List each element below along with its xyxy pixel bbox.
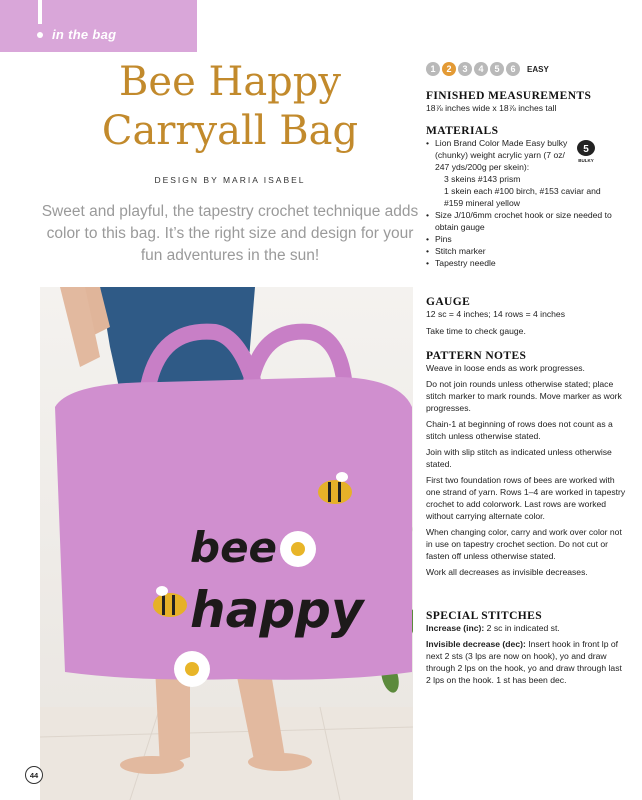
article-title <box>60 58 400 156</box>
page-number: 44 <box>25 766 43 784</box>
title-line-1: Bee Happy <box>119 59 341 105</box>
svg-text:BULKY: BULKY <box>578 158 594 163</box>
bag-text-happy: happy <box>190 581 364 639</box>
gauge-heading: GAUGE <box>426 296 471 308</box>
intro-text: Sweet and playful, the tapestry crochet technique adds color to this bag. It’s the right size and design for your fun adventures in the sun! <box>41 203 419 264</box>
materials-subitem: 1 skein each #100 birch, #153 caviar and #159 mineral yellow <box>444 186 601 208</box>
note: Do not join rounds unless otherwise stated; place stitch marker to mark rounds. Move marker as work progresses. <box>426 379 622 413</box>
note: First two foundation rows of bees are worked with one strand of yarn. Rows 1–4 are worked in tapestry crochet to add colorwork. Last rows are worked without carrying alternate color. <box>426 475 626 521</box>
gauge-line: 12 sc = 4 inches; 14 rows = 4 inches <box>426 309 566 319</box>
stitch-increase: Increase (inc): 2 sc in indicated st. <box>426 623 560 633</box>
note: When changing color, carry and work over color not in use on tapestry crochet section. Do not cut or fasten off unless otherwise stated. <box>426 527 622 561</box>
svg-text:5: 5 <box>583 144 589 155</box>
byline: DESIGN BY MARIA ISABEL <box>154 175 306 185</box>
skill-label: EASY <box>527 64 549 74</box>
note: Chain-1 at beginning of rows does not count as a stitch unless otherwise stated. <box>426 419 613 441</box>
finished-text: 18⅞ inches wide x 18⅞ inches tall <box>426 103 557 113</box>
tab-exclamation-dot <box>37 32 43 38</box>
note: Join with slip stitch as indicated unless otherwise stated. <box>426 447 612 469</box>
section-label: in the bag <box>52 27 117 42</box>
special-heading: SPECIAL STITCHES <box>426 610 543 622</box>
pattern-notes <box>426 350 626 578</box>
materials-item: • Size J/10/6mm crochet hook or size needed to obtain gauge <box>426 209 626 233</box>
skill-level <box>426 60 626 78</box>
bag-text-bee: bee <box>190 523 278 572</box>
section-tab <box>0 0 197 52</box>
tab-exclamation-bar <box>38 0 42 24</box>
title-line-2: Carryall Bag <box>101 108 359 154</box>
notes-heading: PATTERN NOTES <box>426 350 527 362</box>
stitch-decrease: Invisible decrease (dec): Insert hook in front lp of next 2 sts (3 lps are now on hook), yo and draw through 2 lps on the hook, yo and draw through last 2 lps on the hook. 1 st has been dec. <box>426 639 622 685</box>
yarn-weight-icon <box>576 139 596 163</box>
materials-section <box>426 125 626 269</box>
finished-measurements <box>426 90 626 114</box>
materials-subitem: 3 skeins #143 prism <box>444 174 521 184</box>
skill-level-dot: 5 <box>490 62 504 76</box>
skill-level-dot: 6 <box>506 62 520 76</box>
materials-item: • Lion Brand Color Made Easy bulky (chunky) weight acrylic yarn (7 oz/ 247 yds/200g per skein): <box>426 137 574 173</box>
materials-item: • Stitch marker <box>426 245 626 257</box>
bag-photo <box>40 287 413 800</box>
skill-level-dot: 4 <box>474 62 488 76</box>
daisy-motif <box>280 531 316 567</box>
special-stitches <box>426 610 626 686</box>
note: Work all decreases as invisible decreases. <box>426 567 588 577</box>
materials-heading: MATERIALS <box>426 125 499 137</box>
finished-heading: FINISHED MEASUREMENTS <box>426 90 592 102</box>
materials-item: • Tapestry needle <box>426 257 626 269</box>
note: Weave in loose ends as work progresses. <box>426 363 585 373</box>
gauge-line: Take time to check gauge. <box>426 326 526 336</box>
gauge-section <box>426 296 626 337</box>
skill-level-dot-active: 2 <box>442 62 456 76</box>
skill-level-dot: 1 <box>426 62 440 76</box>
skill-level-dot: 3 <box>458 62 472 76</box>
daisy-motif <box>174 651 210 687</box>
materials-item: • Pins <box>426 233 626 245</box>
